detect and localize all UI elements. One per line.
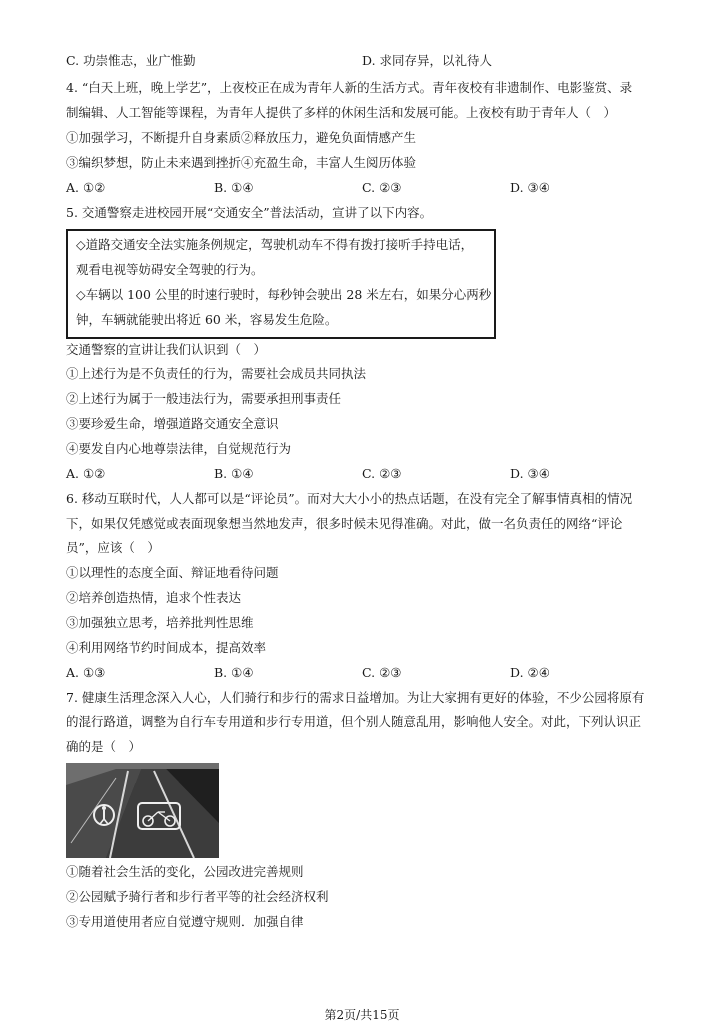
q4-stem-line: 制编辑、人工智能等课程，为青年人提供了多样的休闲生活和发展可能。上夜校有助于青年人（ ） <box>66 105 617 120</box>
q5-option-b: B. ①④ <box>214 466 254 481</box>
bike-lane-photo <box>66 763 219 858</box>
prev-option-c: C. 功崇惟志，业广惟勤 <box>66 53 196 68</box>
q5-question: 交通警察的宣讲让我们认识到（ ） <box>66 342 267 357</box>
q6-stem-line: 6. 移动互联时代，人人都可以是“评论员”。而对大大小小的热点话题，在没有完全了解事情真相的情况 <box>66 491 633 506</box>
prev-option-d: D. 求同存异，以礼待人 <box>362 53 493 68</box>
q6-statement: ④利用网络节约时间成本，提高效率 <box>66 640 267 655</box>
q7-statement: ③专用道使用者应自觉遵守规则．加强自律 <box>66 914 304 929</box>
q6-option-a: A. ①③ <box>66 665 106 680</box>
q5-box-line: 观看电视等妨碍安全驾驶的行为。 <box>76 262 264 277</box>
q7-stem-line: 7. 健康生活理念深入人心，人们骑行和步行的需求日益增加。为让大家拥有更好的体验，不少公园将原有 <box>66 690 645 705</box>
page-number: 第2页/共15页 <box>324 1008 400 1022</box>
q7-statement: ②公园赋予骑行者和步行者平等的社会经济权利 <box>66 889 329 904</box>
q5-option-d: D. ③④ <box>510 466 550 481</box>
q7-statement: ①随着社会生活的变化，公园改进完善规则 <box>66 864 304 879</box>
q5-statement: ④要发自内心地尊崇法律，自觉规范行为 <box>66 441 292 456</box>
q5-statement: ①上述行为是不负责任的行为，需要社会成员共同执法 <box>66 366 367 381</box>
q4-option-b: B. ①④ <box>214 180 254 195</box>
q6-stem-line: 下，如果仅凭感觉或表面现象想当然地发声，很多时候未见得准确。对此，做一名负责任的网络“评论 <box>66 516 623 531</box>
q5-box-line: 钟，车辆就能驶出将近 60 米，容易发生危险。 <box>76 312 338 327</box>
q5-stem: 5. 交通警察走进校园开展“交通安全”普法活动，宣讲了以下内容。 <box>66 205 433 220</box>
q6-stem-line: 员”，应该（ ） <box>66 540 160 555</box>
q5-statement: ③要珍爱生命，增强道路交通安全意识 <box>66 416 279 431</box>
q5-option-c: C. ②③ <box>362 466 402 481</box>
q6-option-d: D. ②④ <box>510 665 550 680</box>
q5-option-a: A. ①② <box>66 466 106 481</box>
q5-box-line: ◇车辆以 100 公里的时速行驶时，每秒钟会驶出 28 米左右，如果分心两秒 <box>76 287 492 302</box>
q4-statement: ③编织梦想，防止未来遇到挫折④充盈生命，丰富人生阅历体验 <box>66 155 417 170</box>
q4-option-a: A. ①② <box>66 180 106 195</box>
q6-statement: ②培养创造热情，追求个性表达 <box>66 590 242 605</box>
q4-statement: ①加强学习，不断提升自身素质②释放压力，避免负面情感产生 <box>66 130 417 145</box>
q6-statement: ①以理性的态度全面、辩证地看待问题 <box>66 565 279 580</box>
q4-option-c: C. ②③ <box>362 180 402 195</box>
q7-stem-line: 的混行路道，调整为自行车专用道和步行专用道，但个别人随意乱用，影响他人安全。对此，下列认识正 <box>66 714 642 729</box>
q7-stem-line: 确的是（ ） <box>66 739 142 754</box>
q5-statement: ②上述行为属于一般违法行为，需要承担刑事责任 <box>66 391 342 406</box>
q6-statement: ③加强独立思考，培养批判性思维 <box>66 615 254 630</box>
q5-box-line: ◇道路交通安全法实施条例规定，驾驶机动车不得有拨打接听手持电话， <box>76 237 474 252</box>
q6-option-b: B. ①④ <box>214 665 254 680</box>
q4-option-d: D. ③④ <box>510 180 550 195</box>
bike-lane-illustration <box>66 763 219 858</box>
q4-stem-line: 4. “白天上班，晚上学艺”，上夜校正在成为青年人新的生活方式。青年夜校有非遗制作、电影鉴赏、录 <box>66 80 633 95</box>
q5-material-box <box>66 229 496 339</box>
q6-option-c: C. ②③ <box>362 665 402 680</box>
